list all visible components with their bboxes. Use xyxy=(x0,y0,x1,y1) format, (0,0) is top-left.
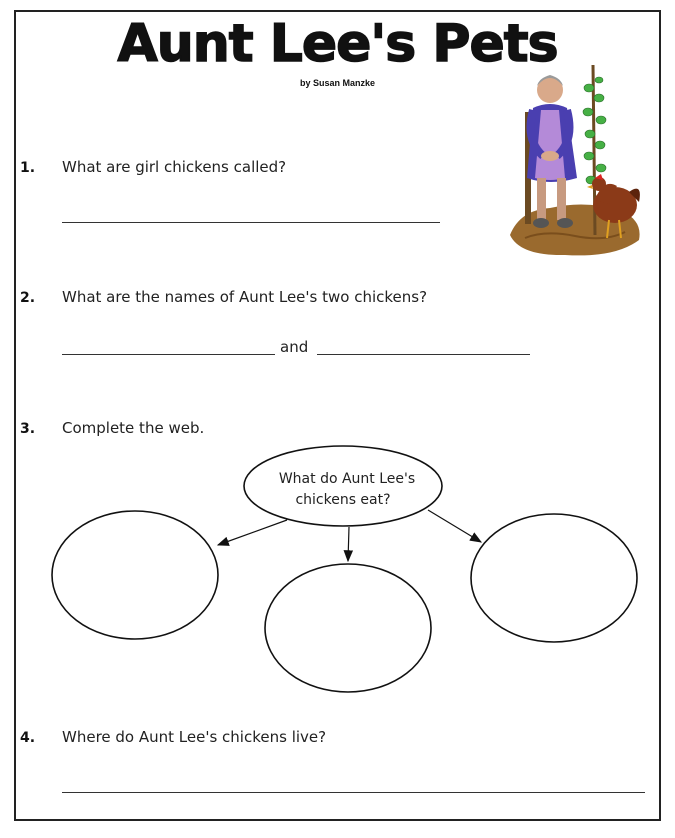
web-answer-oval-right[interactable] xyxy=(471,514,637,642)
question-1-number: 1. xyxy=(20,160,36,176)
question-4-answer-line[interactable] xyxy=(62,792,645,793)
question-4-number: 4. xyxy=(20,730,36,746)
question-2-text: What are the names of Aunt Lee's two chickens? xyxy=(62,288,428,306)
author-byline: by Susan Manzke xyxy=(299,78,376,88)
question-2-number: 2. xyxy=(20,290,36,306)
web-answer-oval-left[interactable] xyxy=(52,511,218,639)
question-4-text: Where do Aunt Lee's chickens live? xyxy=(62,728,327,746)
question-1-text: What are girl chickens called? xyxy=(62,158,287,176)
question-3-number: 3. xyxy=(20,421,36,437)
worksheet-title: Aunt Lee's Pets xyxy=(117,14,558,74)
arrow-to-right-oval xyxy=(428,510,481,542)
arrow-to-left-oval xyxy=(218,520,287,545)
question-3-text: Complete the web. xyxy=(62,419,205,437)
question-2-and-connector: and xyxy=(280,338,309,356)
web-center-line-1: What do Aunt Lee's xyxy=(278,471,416,487)
arrow-to-middle-oval xyxy=(348,527,349,561)
web-center-line-2: chickens eat? xyxy=(295,492,391,508)
web-answer-oval-middle[interactable] xyxy=(265,564,431,692)
